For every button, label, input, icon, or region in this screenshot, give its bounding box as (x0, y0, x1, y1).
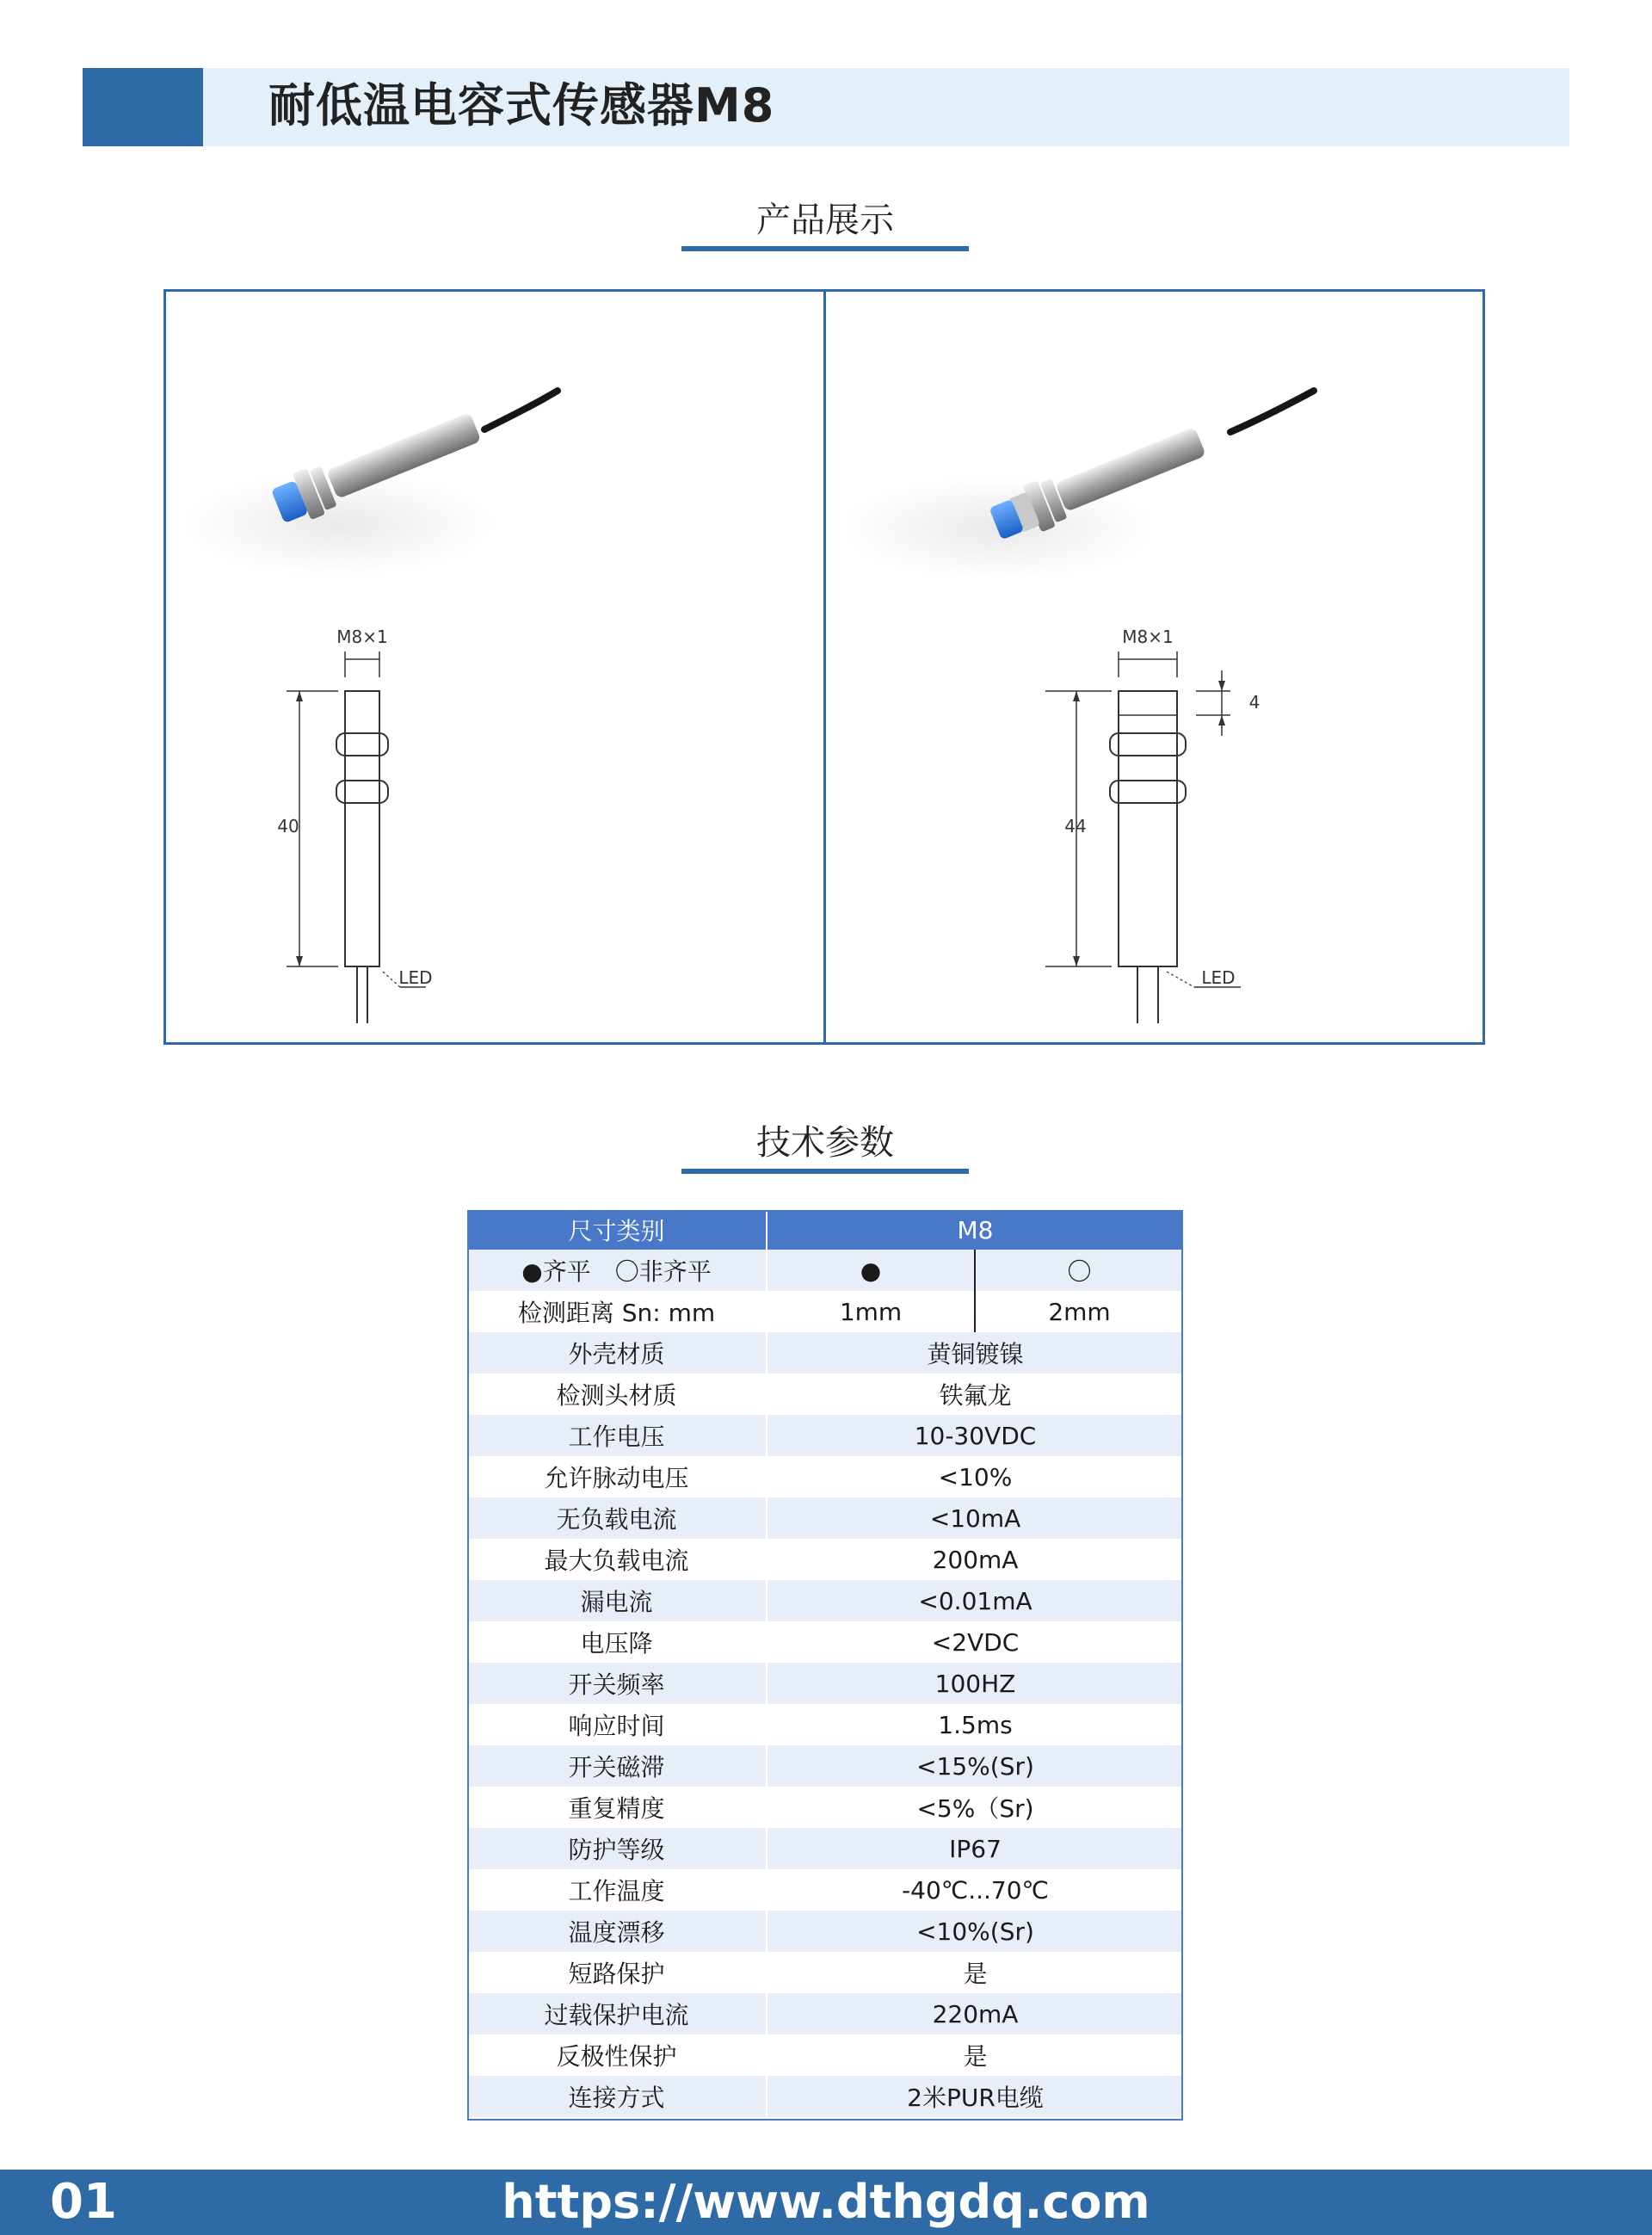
spec-table (467, 1210, 1183, 2117)
spec-label: 反极性保护 (467, 2034, 767, 2076)
spec-label: 外壳材质 (467, 1332, 767, 1374)
nut-1 (1110, 733, 1186, 756)
flush-sensor-illustration (166, 292, 823, 1042)
spec-row-mount (467, 1250, 1183, 1291)
spec-value: <10%(Sr) (767, 1911, 1183, 1952)
spec-label: ●齐平 〇非齐平 (467, 1250, 767, 1291)
spec-row (467, 1456, 1183, 1497)
sensor-photo (183, 391, 558, 576)
sensor-photo (843, 391, 1314, 580)
spec-row (467, 1332, 1183, 1374)
spec-row (467, 1415, 1183, 1456)
spec-value: -40℃...70℃ (767, 1869, 1183, 1911)
section-underline (681, 246, 969, 251)
section-underline (681, 1169, 969, 1174)
length-dimension: 44 (1064, 816, 1087, 837)
spec-row (467, 1745, 1183, 1787)
nut-2 (1110, 781, 1186, 803)
spec-value: <0.01mA (767, 1580, 1183, 1621)
spec-row (467, 2076, 1183, 2117)
spec-label: 无负载电流 (467, 1497, 767, 1539)
protrusion-dimension: 4 (1248, 692, 1261, 713)
spec-value: 是 (767, 2034, 1183, 2076)
spec-label: 连接方式 (467, 2076, 767, 2117)
spec-row (467, 1621, 1183, 1663)
spec-label: 开关频率 (467, 1663, 767, 1704)
spec-value: 220mA (767, 1993, 1183, 2034)
header-accent-block (83, 68, 203, 146)
spec-row (467, 1787, 1183, 1828)
spec-value: 100HZ (767, 1663, 1183, 1704)
spec-value: <5%（Sr) (767, 1787, 1183, 1828)
panel-flush-sensor (166, 292, 823, 1042)
spec-row (467, 1663, 1183, 1704)
section-title-product-display: 产品展示 (756, 201, 894, 240)
spec-row (467, 1911, 1183, 1952)
nonflush-marker: 〇 (975, 1250, 1183, 1291)
spec-value: 是 (767, 1952, 1183, 1993)
spec-value: 1.5ms (767, 1704, 1183, 1745)
spec-row (467, 1869, 1183, 1911)
spec-value: IP67 (767, 1828, 1183, 1869)
spec-value: 10-30VDC (767, 1415, 1183, 1456)
spec-row (467, 1828, 1183, 1869)
spec-value: 200mA (767, 1539, 1183, 1580)
spec-value: <15%(Sr) (767, 1745, 1183, 1787)
spec-label: 检测头材质 (467, 1374, 767, 1415)
spec-label: 工作电压 (467, 1415, 767, 1456)
spec-value: 2mm (975, 1291, 1183, 1332)
spec-row (467, 1497, 1183, 1539)
footer-url[interactable]: https://www.dthgdq.com (502, 2175, 1150, 2229)
spec-label: 过载保护电流 (467, 1993, 767, 2034)
thread-label: M8×1 (336, 627, 388, 647)
spec-label: 响应时间 (467, 1704, 767, 1745)
spec-value: 2米PUR电缆 (767, 2076, 1183, 2117)
spec-value: 铁氟龙 (767, 1374, 1183, 1415)
spec-label: 漏电流 (467, 1580, 767, 1621)
nonflush-sensor-illustration (826, 292, 1483, 1042)
spec-label: 工作温度 (467, 1869, 767, 1911)
spec-row (467, 2034, 1183, 2076)
thread-label: M8×1 (1122, 627, 1174, 647)
spec-label: 电压降 (467, 1621, 767, 1663)
spec-label: 最大负载电流 (467, 1539, 767, 1580)
page-title: 耐低温电容式传感器M8 (268, 78, 775, 133)
spec-label: 温度漂移 (467, 1911, 767, 1952)
spec-row (467, 1580, 1183, 1621)
spec-label: 重复精度 (467, 1787, 767, 1828)
led-label: LED (1201, 967, 1236, 988)
section-title-tech-params: 技术参数 (756, 1123, 894, 1163)
spec-row (467, 1952, 1183, 1993)
spec-label: 允许脉动电压 (467, 1456, 767, 1497)
spec-label: 检测距离 Sn: mm (467, 1291, 767, 1332)
spec-row (467, 1993, 1183, 2034)
spec-header-label: 尺寸类别 (467, 1210, 767, 1250)
spec-row (467, 1374, 1183, 1415)
led-label: LED (398, 967, 433, 988)
spec-row (467, 1539, 1183, 1580)
panel-nonflush-sensor (826, 292, 1483, 1042)
spec-header-value: M8 (767, 1210, 1183, 1250)
spec-label: 短路保护 (467, 1952, 767, 1993)
spec-value: 黄铜镀镍 (767, 1332, 1183, 1374)
spec-label: 防护等级 (467, 1828, 767, 1869)
spec-value: <2VDC (767, 1621, 1183, 1663)
length-dimension: 40 (277, 816, 299, 837)
spec-value: 1mm (767, 1291, 975, 1332)
spec-value: <10mA (767, 1497, 1183, 1539)
spec-row-distance (467, 1291, 1183, 1332)
spec-value: <10% (767, 1456, 1183, 1497)
spec-header-row (467, 1210, 1183, 1250)
spec-label: 开关磁滞 (467, 1745, 767, 1787)
flush-marker: ● (767, 1250, 975, 1291)
page-number: 01 (50, 2174, 117, 2230)
spec-row (467, 1704, 1183, 1745)
